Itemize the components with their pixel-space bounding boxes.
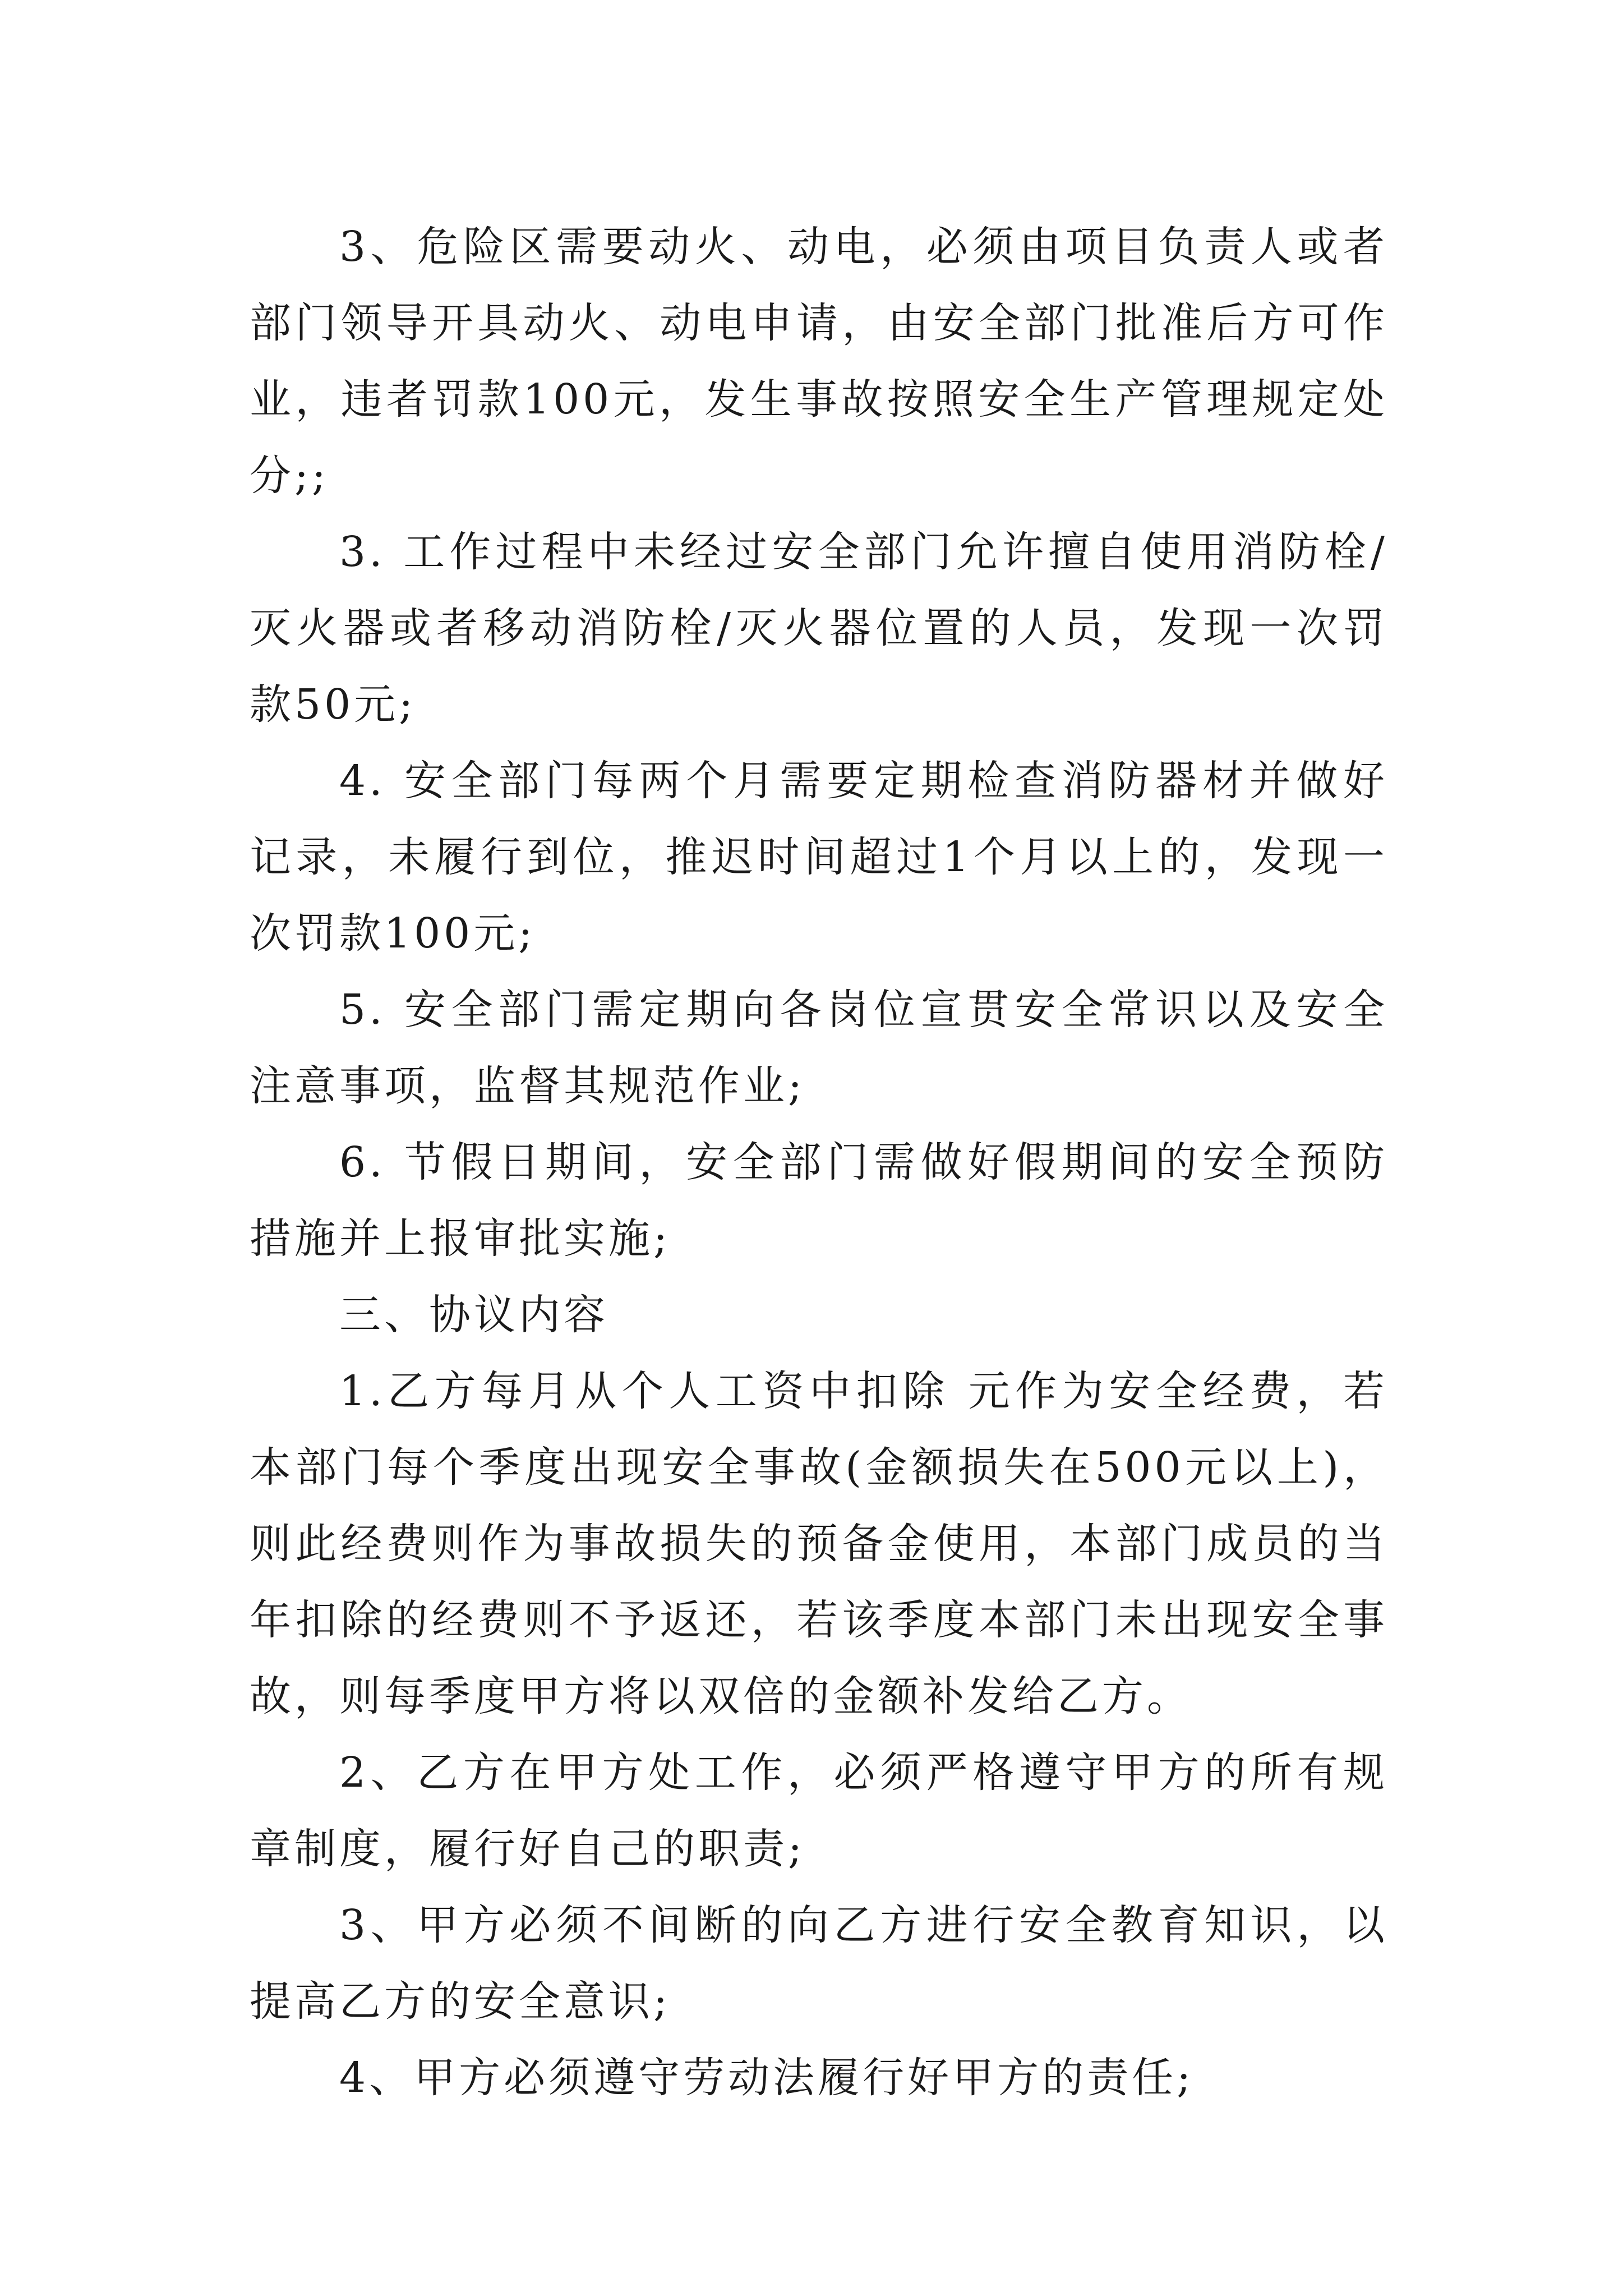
section-heading-agreement: 三、协议内容	[339, 1291, 608, 1339]
paragraph-fire-electric-permit: 3、危险区需要动火、动电，必须由项目负责人或者部门领导开具动火、动电申请，由安全部门批准后方可作业，违者罚款100元，发生事故按照安全生产管理规定处分;;	[250, 223, 1388, 500]
paragraph-party-a-education: 3、甲方必须不间断的向乙方进行安全教育知识，以提高乙方的安全意识;	[250, 1901, 1388, 2026]
paragraph-party-b-obligations: 2、乙方在甲方处工作，必须严格遵守甲方的所有规章制度，履行好自己的职责;	[250, 1749, 1388, 1873]
paragraph-fire-hydrant-misuse: 3. 工作过程中未经过安全部门允许擅自使用消防栓/灭火器或者移动消防栓/灭火器位置的人员，发现一次罚款50元;	[250, 528, 1388, 729]
paragraph-safety-fund: 1.乙方每月从个人工资中扣除 元作为安全经费，若本部门每个季度出现安全事故(金额损失在500元以上)，则此经费则作为事故损失的预备金使用，本部门成员的当年扣除的经费则不予返还，若该季度本部门未出现安全事故，则每季度甲方将以双倍的金额补发给乙方。	[250, 1367, 1388, 1720]
paragraph-safety-education: 5. 安全部门需定期向各岗位宣贯安全常识以及安全注意事项，监督其规范作业;	[250, 986, 1388, 1110]
paragraph-holiday-measures: 6. 节假日期间，安全部门需做好假期间的安全预防措施并上报审批实施;	[250, 1138, 1388, 1263]
paragraph-equipment-inspection: 4. 安全部门每两个月需要定期检查消防器材并做好记录，未履行到位，推迟时间超过1个月以上的，发现一次罚款100元;	[250, 757, 1388, 958]
paragraph-party-a-labor-law: 4、甲方必须遵守劳动法履行好甲方的责任;	[339, 2054, 1195, 2102]
document-body	[250, 209, 1388, 2116]
